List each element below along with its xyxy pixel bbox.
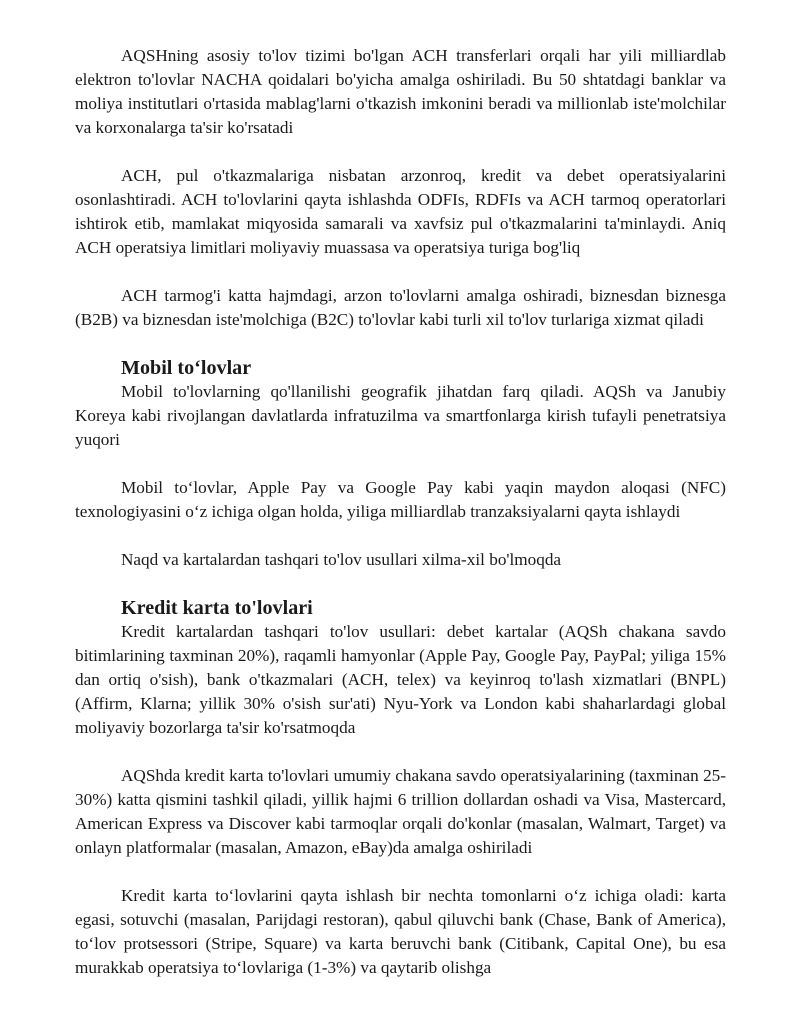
paragraph-mobile-adoption: Mobil to'lovlarning qo'llanilishi geografik jihatdan farq qiladi. AQSh va Janubiy Koreya kabi rivojlangan davlatlarda infratuzilma va smartfonlarga kirish tufayli penetratsiya yuqori xyxy=(75,382,726,449)
paragraph-payment-methods: Kredit kartalardan tashqari to'lov usullari: debet kartalar (AQSh chakana savdo bitimlarining taxminan 20%), raqamli hamyonlar (Apple Pay, Google Pay, PayPal; yiliga 15% dan ortiq o'sish), bank o'tkazmalari (ACH, telex) va keyinroq to'lash xizmatlari (BNPL) (Affirm, Klarna; yillik 30% o'sish sur'ati) Nyu-York va London kabi shaharlardagi global moliyaviy bozorlarga ta'sir ko'rsatmoqda xyxy=(75,622,726,737)
paragraph-card-processing: Kredit karta to‘lovlarini qayta ishlash bir nechta tomonlarni o‘z ichiga oladi: karta egasi, sotuvchi (masalan, Parijdagi restoran), qabul qiluvchi bank (Chase, Bank of America), to‘lov protsessori (Stripe, Square) va karta beruvchi bank (Citibank, Capital One), bu esa murakkab operatsiya to‘lovlariga (1-3%) va qaytarib olishga xyxy=(75,886,726,977)
paragraph-ach-processing: ACH, pul o'tkazmalariga nisbatan arzonroq, kredit va debet operatsiyalarini osonlashtiradi. ACH to'lovlarini qayta ishlashda ODFIs, RDFIs va ACH tarmoq operatorlari ishtirok etib, mamlakat miqyosida samarali va xavfsiz pul o'tkazmalarini ta'minlaydi. Aniq ACH operatsiya limitlari moliyaviy muassasa va operatsiya turiga bog'liq xyxy=(75,166,726,257)
paragraph-alternative-methods: Naqd va kartalardan tashqari to'lov usullari xilma-xil bo'lmoqda xyxy=(121,550,562,569)
paragraph-ach-network: ACH tarmog'i katta hajmdagi, arzon to'lovlarni amalga oshiradi, biznesdan biznesga (B2B) va biznesdan iste'molchiga (B2C) to'lovlar kabi turli xil to'lov turlariga xizmat qiladi xyxy=(75,286,726,329)
heading-credit-card-payments: Kredit karta to'lovlari xyxy=(121,597,313,619)
paragraph-us-credit-cards: AQShda kredit karta to'lovlari umumiy chakana savdo operatsiyalarining (taxminan 25-30%) katta qismini tashkil qiladi, yillik hajmi 6 trillion dollardan oshadi va Visa, Mastercard, American Express va Discover kabi tarmoqlar orqali do'konlar (masalan, Walmart, Target) va onlayn platformalar (masalan, Amazon, eBay)da amalga oshiriladi xyxy=(75,766,726,857)
paragraph-mobile-nfc: Mobil to‘lovlar, Apple Pay va Google Pay kabi yaqin maydon aloqasi (NFC) texnologiyasini o‘z ichiga olgan holda, yiliga milliardlab tranzaksiyalarni qayta ishlaydi xyxy=(75,478,726,521)
heading-mobile-payments: Mobil to‘lovlar xyxy=(121,357,252,379)
paragraph-ach-overview: AQSHning asosiy to'lov tizimi bo'lgan ACH transferlari orqali har yili milliardlab elektron to'lovlar NACHA qoidalari bo'yicha amalga oshiriladi. Bu 50 shtatdagi banklar va moliya institutlari o'rtasida mablag'larni o'tkazish imkonini beradi va millionlab iste'molchilar va korxonalarga ta'sir ko'rsatadi xyxy=(75,46,726,137)
document-page xyxy=(75,44,726,1004)
